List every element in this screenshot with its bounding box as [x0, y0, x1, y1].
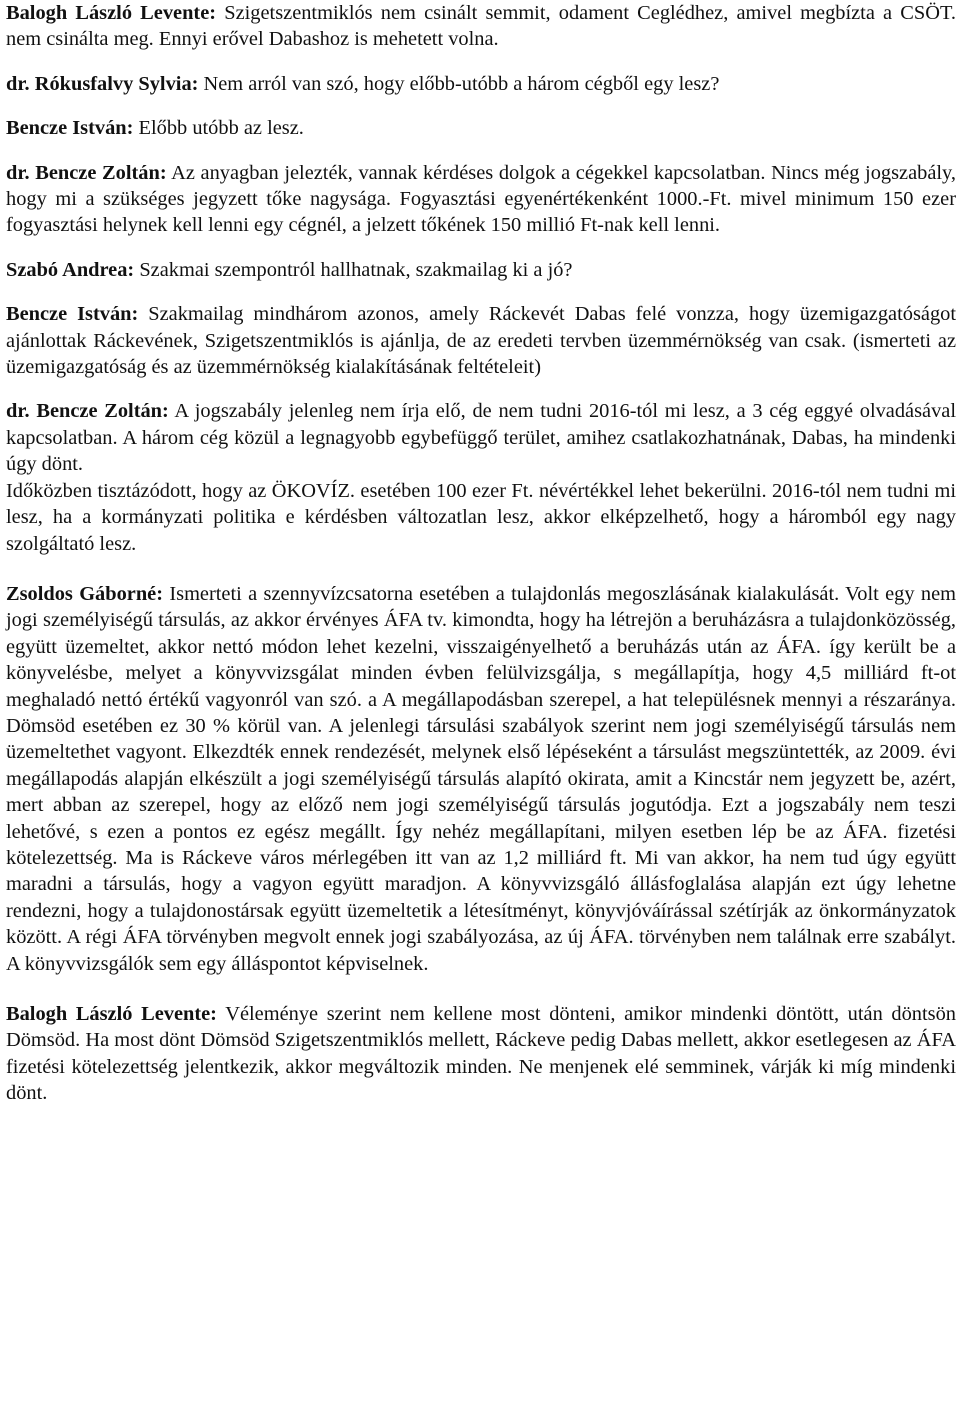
paragraph-text: Ismerteti a szennyvízcsatorna esetében a tulajdonlás megoszlásának kialakulását. Volt egy nem jogi személyiségű társulás, az akkor érvényes ÁFA tv. kimondta, hogy ha létrejön a beruházásra a tulajdonközösség, együtt üzemeltet, akkor nettó módon lehet kezelni, visszaigényelhető a beruházás után az ÁFA. így került be a könyvelésbe, melyet a könyvvizsgálat minden évben felülvizsgálja, s megállapítja, hogy 4,5 milliárd ft-ot meghaladó nettó értékű vagyonról van szó. a A megállapodásban szerepel, a hat településnek mennyi a részaránya. Dömsöd esetében ez 30 % körül van. A jelenlegi társulási szabályok szerint nem jogi személyiségű társulás nem üzemeltethet vagyont. Elkezdték ennek rendezését, melynek első lépéseként a társulást megszüntették, az 2009. évi megállapodás alapján elkészült a jogi személyiségű társulás alapító okirata, amit a Kincstár nem jegyzett be, azért, mert abban az szerepel, hogy az előző nem jogi személyiségű társulás jogutódja. Ezt a jogszabály nem teszi lehetővé, s ezen a pontos ez egész megállt. Így nehéz megállapítani, milyen esetben lép be az ÁFA. fizetési kötelezettség. Ma is Ráckeve város mérlegében itt van az 1,2 milliárd ft. Mi van akkor, ha nem tud úgy együtt maradni a társulás, hogy a vagyon együtt maradjon. A könyvvizsgáló állásfoglalása alapján ezt úgy lehetne rendezni, hogy a tulajdonostársak együtt üzemeltetik a létesítményt, könyvjóváírással szétírják az önkormányzatok között. A régi ÁFA törvényben megvolt ennek jogi szabályozása, az új ÁFA. törvényben nem találnak erre szabályt. A könyvvizsgálók sem egy álláspontot képviselnek. [6, 582, 956, 975]
paragraph-gap [6, 380, 956, 398]
paragraph-bencze-zoltan-1 [6, 160, 956, 239]
paragraph-bencze-zoltan-2 [6, 398, 956, 477]
speaker-name: Zsoldos Gáborné: [6, 582, 164, 605]
paragraph-okoviz [6, 478, 956, 557]
paragraph-bencze-istvan-1 [6, 115, 956, 141]
paragraph-gap [6, 283, 956, 301]
speaker-name: Szabó Andrea: [6, 258, 135, 281]
paragraph-balogh-1 [6, 0, 956, 53]
document-page [6, 0, 956, 1107]
paragraph-text: Időközben tisztázódott, hogy az ÖKOVÍZ. esetében 100 ezer Ft. névértékkel lehet bekerülni. 2016-tól nem tudni mi lesz, ha a kormányzati politika e kérdésben változatlan lesz, akkor elképzelhető, hogy a háromból egy nagy szolgáltató lesz. [6, 479, 956, 555]
speaker-name: dr. Rókusfalvy Sylvia: [6, 72, 199, 95]
paragraph-gap [6, 142, 956, 160]
speaker-name: Bencze István: [6, 303, 139, 326]
paragraph-balogh-2 [6, 1001, 956, 1107]
paragraph-text: Szigetszentmiklós nem csinált semmit, odament Ceglédhez, amivel megbízta a CSÖT. nem csinálta meg. Ennyi erővel Dabashoz is mehetett volna. [6, 2, 956, 51]
paragraph-gap [6, 53, 956, 71]
paragraph-text: Szakmailag mindhárom azonos, amely Ráckevét Dabas felé vonzza, hogy üzemigazgatóságot ajánlottak Ráckevének, Szigetszentmiklós is ajánlja, de az eredeti tervben üzemmérnökség van csak. (ismerteti az üzemigazgatóság és az üzemmérnökség kialakításának feltételeit) [6, 303, 957, 379]
paragraph-text: Szakmai szempontról hallhatnak, szakmailag ki a jó? [134, 258, 573, 281]
paragraph-gap [6, 977, 956, 1001]
paragraph-text: Az anyagban jelezték, vannak kérdéses dolgok a cégekkel kapcsolatban. Nincs még jogszabály, hogy mi a szükséges jegyzett tőke nagysága. Fogyasztási egyenértékenként 1000.-Ft. mivel minimum 150 ezer fogyasztási helynek kell lenni egy cégnél, a jelzett tőkének 150 millió Ft-nak kell lenni. [6, 161, 957, 237]
paragraph-gap [6, 557, 956, 581]
paragraph-text: Véleménye szerint nem kellene most dönteni, amikor mindenki döntött, után döntsön Dömsöd. Ha most dönt Dömsöd Szigetszentmiklós mellett, Ráckeve pedig Dabas mellett, akkor esetlegesen az ÁFA fizetési kötelezettség jelentkezik, akkor megváltozik minden. Ne menjenek elé semminek, várják ki míg mindenki dönt. [6, 1003, 956, 1105]
paragraph-gap [6, 97, 956, 115]
paragraph-gap [6, 239, 956, 257]
paragraph-text: A jogszabály jelenleg nem írja elő, de nem tudni 2016-tól mi lesz, a 3 cég eggyé olvadásával kapcsolatban. A három cég közül a legnagyobb egybefüggő terület, amihez csatlakozhatnának, Dabas, ha mindenki úgy dönt. [6, 400, 956, 476]
speaker-name: Balogh László Levente: [6, 2, 217, 24]
speaker-name: dr. Bencze Zoltán: [6, 400, 169, 423]
paragraph-rokusfalvy [6, 71, 956, 97]
speaker-name: Balogh László Levente: [6, 1003, 217, 1025]
speaker-name: dr. Bencze Zoltán: [6, 161, 167, 184]
paragraph-text: Előbb utóbb az lesz. [133, 117, 304, 140]
paragraph-zsoldos [6, 581, 956, 977]
paragraph-szabo [6, 257, 956, 283]
paragraph-bencze-istvan-2 [6, 301, 956, 380]
paragraph-text: Nem arról van szó, hogy előbb-utóbb a három cégből egy lesz? [198, 72, 720, 95]
speaker-name: Bencze István: [6, 117, 134, 140]
